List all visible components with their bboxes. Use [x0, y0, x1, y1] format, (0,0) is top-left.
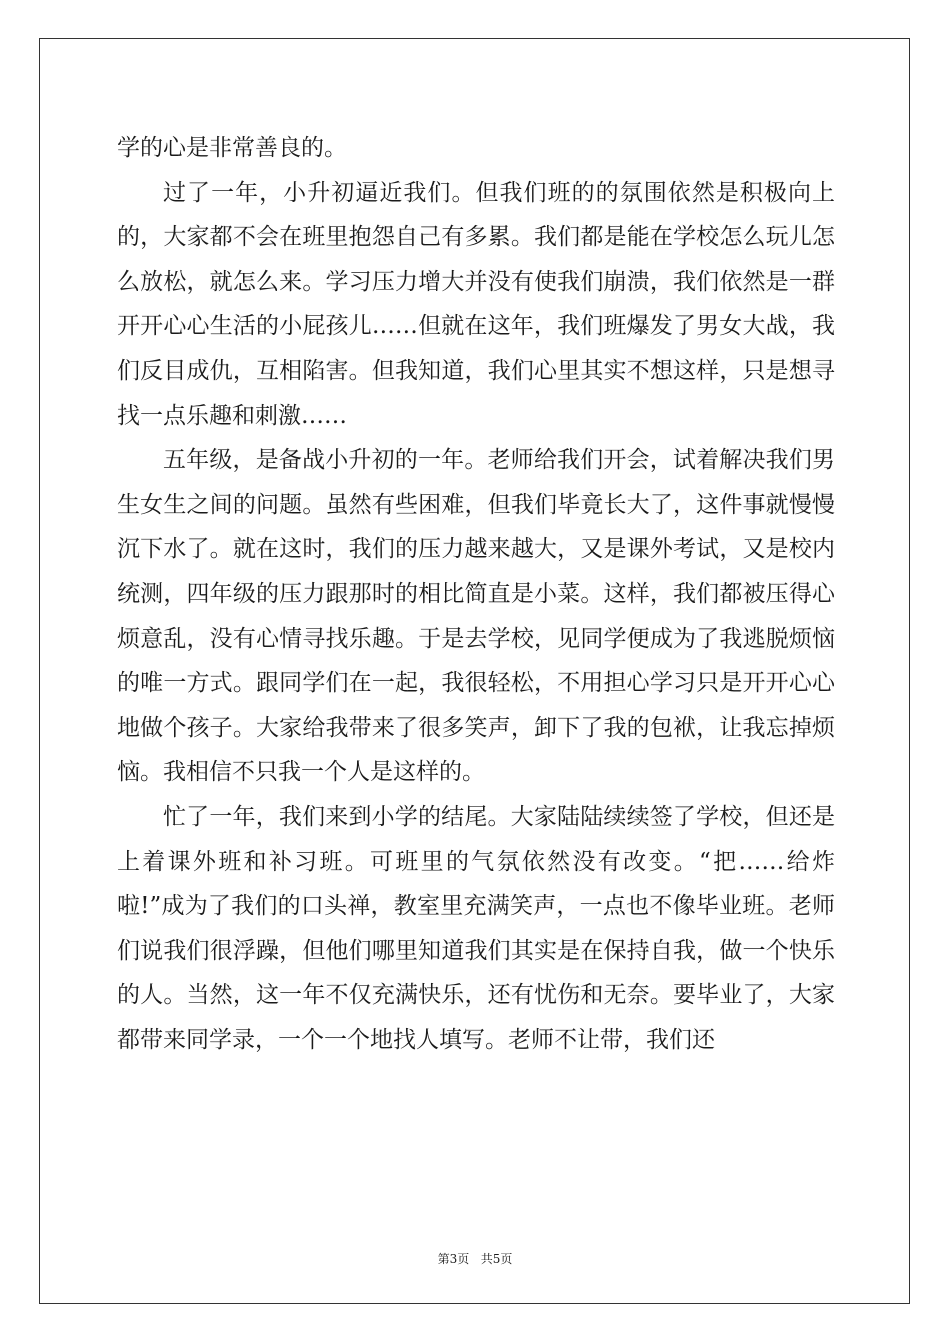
- document-body: [117, 126, 835, 1062]
- paragraph-2: 过了一年，小升初逼近我们。但我们班的的氛围依然是积极向上的，大家都不会在班里抱怨自己有多累。我们都是能在学校怎么玩儿怎么放松，就怎么来。学习压力增大并没有使我们崩溃，我们依然是一群开开心心生活的小屁孩儿……但就在这年，我们班爆发了男女大战，我们反目成仇，互相陷害。但我知道，我们心里其实不想这样，只是想寻找一点乐趣和刺激……: [117, 179, 835, 429]
- page-number-footer: 第3页 共5页: [437, 1252, 513, 1266]
- paragraph-1: 学的心是非常善良的。: [117, 135, 347, 161]
- paragraph-4: 忙了一年，我们来到小学的结尾。大家陆陆续续签了学校，但还是上着课外班和补习班。可班里的气氛依然没有改变。“把……给炸啦!”成为了我们的口头禅，教室里充满笑声，一点也不像毕业班。老师们说我们很浮躁，但他们哪里知道我们其实是在保持自我，做一个快乐的人。当然，这一年不仅充满快乐，还有忧伤和无奈。要毕业了，大家都带来同学录，一个一个地找人填写。老师不让带，我们还: [117, 803, 835, 1053]
- paragraph-3: 五年级，是备战小升初的一年。老师给我们开会，试着解决我们男生女生之间的问题。虽然有些困难，但我们毕竟长大了，这件事就慢慢沉下水了。就在这时，我们的压力越来越大，又是课外考试，又是校内统测，四年级的压力跟那时的相比简直是小菜。这样，我们都被压得心烦意乱，没有心情寻找乐趣。于是去学校，见同学便成为了我逃脱烦恼的唯一方式。跟同学们在一起，我很轻松，不用担心学习只是开开心心地做个孩子。大家给我带来了很多笑声，卸下了我的包袱，让我忘掉烦恼。我相信不只我一个人是这样的。: [117, 447, 835, 786]
